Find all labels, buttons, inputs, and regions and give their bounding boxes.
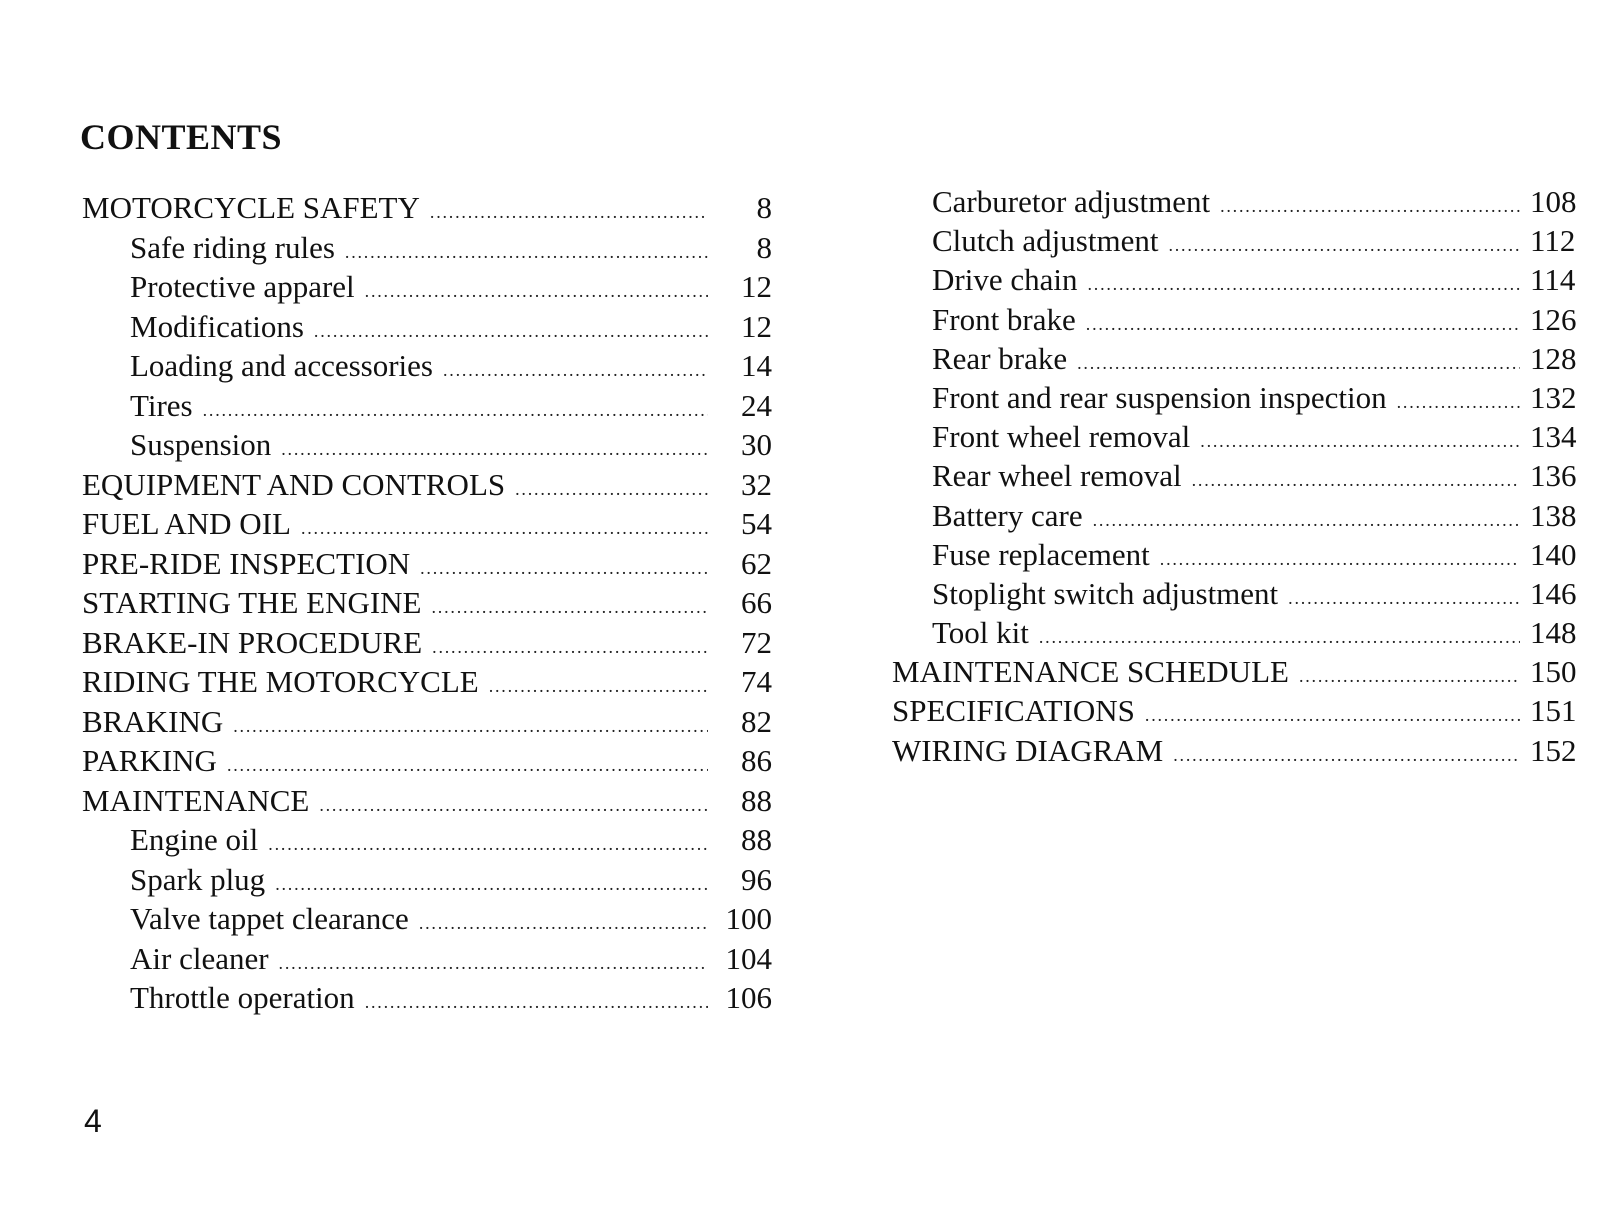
- toc-entry-label: Valve tappet clearance: [130, 901, 409, 936]
- toc-entry-page: 74: [741, 664, 772, 699]
- toc-entry-label: Tires: [130, 387, 193, 423]
- toc-entry: [82, 388, 772, 428]
- dot-leader: [1173, 745, 1520, 766]
- dot-leader: [279, 953, 708, 974]
- toc-entry: [892, 498, 1592, 537]
- toc-entry-label: Rear wheel removal: [932, 458, 1182, 494]
- toc-entry-page: 24: [741, 387, 772, 423]
- toc-entry: [82, 230, 772, 270]
- toc-entry-label: SPECIFICATIONS: [892, 693, 1135, 729]
- dot-leader: [1145, 705, 1520, 726]
- toc-entry: [82, 704, 772, 744]
- toc-entry-label: Engine oil: [130, 822, 259, 857]
- toc-entry-page: 108: [1530, 184, 1577, 219]
- toc-entry: [892, 341, 1592, 380]
- toc-entry: [892, 615, 1592, 654]
- toc-entry: [892, 693, 1592, 732]
- toc-entry-label: Throttle operation: [130, 980, 355, 1015]
- toc-entry-page: 128: [1530, 340, 1577, 376]
- dot-leader: [1200, 431, 1520, 452]
- toc-entry-page: 151: [1530, 693, 1577, 729]
- dot-leader: [1077, 353, 1520, 374]
- toc-entry-label: Spark plug: [130, 861, 266, 897]
- dot-leader: [1220, 196, 1520, 217]
- dot-leader: [420, 558, 708, 579]
- toc-entry: [82, 585, 772, 625]
- toc-entry: [892, 576, 1592, 615]
- toc-entry: [82, 822, 772, 862]
- toc-left-column: [82, 190, 772, 1020]
- toc-entry-page: 140: [1530, 536, 1577, 572]
- toc-entry-label: MOTORCYCLE SAFETY: [82, 190, 420, 225]
- toc-entry-label: STARTING THE ENGINE: [82, 585, 422, 620]
- dot-leader: [275, 874, 708, 895]
- dot-leader: [227, 755, 708, 776]
- toc-entry: [82, 941, 772, 981]
- toc-entry-label: Fuse replacement: [932, 536, 1150, 572]
- toc-entry-page: 112: [1530, 223, 1576, 259]
- toc-entry-label: Battery care: [932, 497, 1083, 533]
- toc-entry-label: Loading and accessories: [130, 348, 433, 383]
- toc-entry-label: EQUIPMENT AND CONTROLS: [82, 466, 506, 502]
- toc-entry-label: RIDING THE MOTORCYCLE: [82, 664, 479, 699]
- dot-leader: [419, 913, 708, 934]
- dot-leader: [489, 676, 708, 697]
- toc-entry: [82, 783, 772, 823]
- dot-leader: [432, 637, 708, 658]
- toc-entry-label: Clutch adjustment: [932, 223, 1159, 259]
- toc-entry-label: MAINTENANCE SCHEDULE: [892, 654, 1289, 690]
- toc-entry-page: 82: [741, 703, 772, 739]
- dot-leader: [1093, 510, 1520, 531]
- dot-leader: [203, 400, 708, 421]
- toc-entry-page: 138: [1530, 497, 1577, 533]
- toc-entry: [82, 427, 772, 467]
- dot-leader: [1087, 274, 1520, 295]
- toc-entry-page: 8: [756, 229, 772, 265]
- dot-leader: [319, 795, 708, 816]
- toc-entry-page: 106: [725, 980, 772, 1015]
- dot-leader: [1039, 627, 1520, 648]
- toc-entry-label: BRAKE-IN PROCEDURE: [82, 624, 423, 660]
- toc-entry: [892, 733, 1592, 772]
- toc-entry-page: 32: [741, 466, 772, 502]
- dot-leader: [443, 360, 708, 381]
- dot-leader: [1168, 235, 1520, 256]
- toc-entry: [892, 223, 1592, 262]
- toc-entry-page: 146: [1530, 575, 1577, 611]
- toc-entry-page: 62: [741, 545, 772, 581]
- toc-right-column: [892, 184, 1592, 772]
- toc-entry: [82, 664, 772, 704]
- toc-entry-page: 86: [741, 743, 772, 778]
- toc-entry: [82, 348, 772, 388]
- dot-leader: [1160, 549, 1520, 570]
- toc-entry-page: 134: [1530, 419, 1577, 455]
- toc-entry: [892, 380, 1592, 419]
- toc-entry-label: Safe riding rules: [130, 229, 335, 265]
- toc-entry-page: 88: [741, 822, 772, 857]
- dot-leader: [1192, 470, 1520, 491]
- toc-entry: [892, 458, 1592, 497]
- toc-entry-label: Suspension: [130, 427, 272, 462]
- contents-title: CONTENTS: [80, 117, 283, 157]
- toc-entry-page: 12: [741, 308, 772, 344]
- toc-entry: [82, 269, 772, 309]
- toc-entry: [892, 302, 1592, 341]
- toc-entry: [82, 901, 772, 941]
- toc-entry-label: WIRING DIAGRAM: [892, 732, 1164, 768]
- dot-leader: [365, 281, 708, 302]
- toc-entry-page: 96: [741, 861, 772, 897]
- toc-entry-page: 114: [1530, 262, 1576, 298]
- toc-entry-label: Front brake: [932, 301, 1076, 337]
- toc-entry-page: 14: [741, 348, 772, 383]
- toc-entry-page: 88: [741, 782, 772, 818]
- dot-leader: [430, 202, 708, 223]
- toc-entry-label: Modifications: [130, 308, 304, 344]
- toc-entry: [82, 980, 772, 1020]
- toc-entry: [82, 743, 772, 783]
- toc-entry-label: Protective apparel: [130, 269, 355, 304]
- toc-entry: [82, 506, 772, 546]
- toc-entry: [892, 262, 1592, 301]
- toc-entry-label: Drive chain: [932, 262, 1078, 298]
- toc-entry-page: 8: [756, 190, 772, 225]
- toc-entry-page: 132: [1530, 379, 1577, 415]
- dot-leader: [432, 597, 709, 618]
- toc-entry: [82, 625, 772, 665]
- dot-leader: [1288, 588, 1520, 609]
- toc-entry-label: Air cleaner: [130, 940, 269, 976]
- toc-entry: [892, 537, 1592, 576]
- toc-entry-page: 104: [725, 940, 772, 976]
- dot-leader: [345, 242, 708, 263]
- toc-entry-page: 12: [741, 269, 772, 304]
- toc-entry: [892, 184, 1592, 223]
- dot-leader: [233, 716, 708, 737]
- toc-entry: [82, 467, 772, 507]
- toc-entry-page: 152: [1530, 732, 1577, 768]
- dot-leader: [365, 992, 708, 1013]
- toc-entry-page: 66: [741, 585, 772, 620]
- toc-entry-label: BRAKING: [82, 703, 224, 739]
- toc-entry-page: 54: [741, 506, 772, 541]
- toc-entry: [82, 190, 772, 230]
- dot-leader: [1086, 314, 1520, 335]
- toc-entry-page: 126: [1530, 301, 1577, 337]
- toc-entry-label: Carburetor adjustment: [932, 184, 1211, 219]
- toc-entry-page: 150: [1530, 654, 1577, 690]
- toc-entry: [82, 862, 772, 902]
- dot-leader: [268, 834, 708, 855]
- toc-entry-page: 100: [725, 901, 772, 936]
- dot-leader: [515, 479, 708, 500]
- dot-leader: [301, 518, 708, 539]
- toc-entry: [82, 546, 772, 586]
- toc-entry-label: PARKING: [82, 743, 217, 778]
- toc-entry: [82, 309, 772, 349]
- toc-entry-label: FUEL AND OIL: [82, 506, 291, 541]
- dot-leader: [1397, 392, 1520, 413]
- toc-entry-label: Front wheel removal: [932, 419, 1191, 455]
- toc-entry-page: 148: [1530, 615, 1577, 651]
- toc-entry-label: Rear brake: [932, 340, 1068, 376]
- toc-entry-label: Front and rear suspension inspection: [932, 379, 1387, 415]
- toc-entry-label: Tool kit: [932, 615, 1029, 651]
- toc-entry: [892, 419, 1592, 458]
- toc-entry-label: Stoplight switch adjustment: [932, 575, 1279, 611]
- toc-entry-page: 30: [741, 427, 772, 462]
- page-number: 4: [84, 1103, 102, 1139]
- dot-leader: [1299, 666, 1520, 687]
- dot-leader: [314, 321, 708, 342]
- toc-entry-page: 72: [741, 624, 772, 660]
- toc-entry-label: PRE-RIDE INSPECTION: [82, 545, 411, 581]
- toc-entry: [892, 654, 1592, 693]
- toc-entry-label: MAINTENANCE: [82, 782, 310, 818]
- dot-leader: [281, 439, 708, 460]
- toc-entry-page: 136: [1530, 458, 1577, 494]
